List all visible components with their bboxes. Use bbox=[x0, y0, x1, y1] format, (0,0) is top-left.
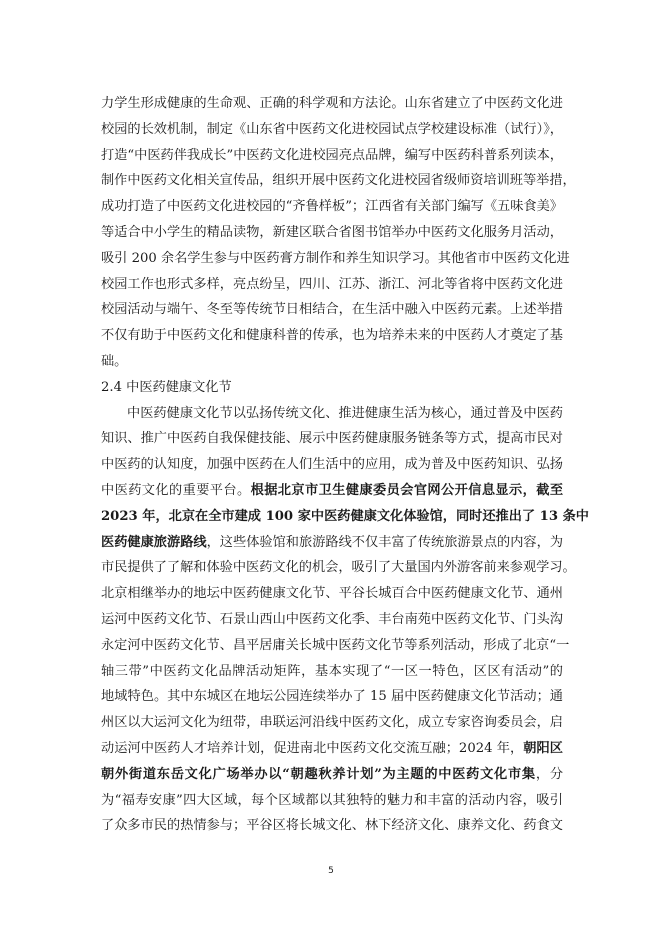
text-segment: 校园活动与端午、冬至等传统节日相结合，在生活中融入中医药元素。上述举措 bbox=[101, 302, 563, 318]
text-segment: 了众多市民的热情参与；平谷区将长城文化、林下经济文化、康养文化、药食文 bbox=[101, 818, 563, 834]
text-line bbox=[101, 349, 563, 375]
text-line bbox=[101, 117, 563, 143]
text-line bbox=[101, 220, 563, 246]
text-line bbox=[101, 684, 563, 710]
text-segment: 吸引 200 余名学生参与中医药膏方制作和养生知识学习。其他省市中医药文化进 bbox=[101, 250, 570, 266]
text-line bbox=[101, 91, 563, 117]
text-line bbox=[101, 297, 563, 323]
text-line bbox=[101, 530, 563, 556]
page-number: 5 bbox=[328, 866, 334, 876]
text-segment: 制作中医药文化相关宣传品，组织开展中医药文化进校园省级师资培训班等举措， bbox=[101, 173, 576, 189]
text-segment: 永定河中医药文化节、昌平居庸关长城中医药文化节等系列活动，形成了北京“一 bbox=[101, 637, 570, 653]
text-segment: ，这些体验馆和旅游路线不仅丰富了传统旅游景点的内容，为 bbox=[206, 534, 564, 550]
text-line bbox=[101, 581, 563, 607]
text-line bbox=[101, 504, 589, 530]
text-segment: 力学生形成健康的生命观、正确的科学观和方法论。山东省建立了中医药文化进 bbox=[101, 96, 563, 111]
text-segment: 知识、推广中医药自我保健技能、展示中医药健康服务链条等方式，提高市民对 bbox=[101, 431, 563, 447]
text-segment: 等适合中小学生的精品读物，新建区联合省图书馆举办中医药文化服务月活动， bbox=[101, 224, 563, 240]
text-segment: 校园工作也形式多样，亮点纷呈，四川、江苏、浙江、河北等省将中医药文化进 bbox=[101, 276, 563, 292]
text-segment: 州区以大运河文化为纽带，串联运河沿线中医药文化，成立专家咨询委员会，启 bbox=[101, 715, 563, 731]
text-segment: 北京相继举办的地坛中医药健康文化节、平谷长城百合中医药健康文化节、通州 bbox=[101, 586, 563, 602]
text-segment: 不仅有助于中医药文化和健康科普的传承，也为培养未来的中医药人才奠定了基 bbox=[101, 328, 563, 344]
text-line bbox=[101, 194, 563, 220]
section-heading bbox=[101, 375, 563, 401]
text-line bbox=[101, 426, 563, 452]
text-line bbox=[101, 272, 563, 298]
text-line bbox=[101, 607, 563, 633]
text-line bbox=[101, 736, 563, 762]
text-line bbox=[101, 659, 563, 685]
text-segment: 轴三带”中医药文化品牌活动矩阵，基本实现了“一区一特色，区区有活动”的 bbox=[101, 663, 563, 679]
text-segment: 运河中医药文化节、石景山西山中医药文化季、丰台南苑中医药文化节、门头沟 bbox=[101, 611, 563, 627]
bold-text: 根据北京市卫生健康委员会官网公开信息显示，截至 bbox=[250, 482, 564, 498]
bold-text: 2023 年，北京在全市建成 100 家中医药健康文化体验馆，同时还推出了 13 条中 bbox=[101, 508, 589, 524]
text-line bbox=[101, 168, 576, 194]
text-line bbox=[101, 555, 576, 581]
text-line bbox=[101, 813, 563, 839]
text-segment: 打造“中医药伴我成长”中医药文化进校园亮点品牌，编写中医药科普系列读本， bbox=[101, 147, 563, 163]
text-segment: 中医药文化的重要平台。 bbox=[101, 482, 251, 498]
bold-text: 医药健康旅游路线 bbox=[101, 534, 207, 550]
text-segment: 础。 bbox=[101, 353, 128, 369]
text-segment: 动运河中医药人才培养计划，促进南北中医药文化交流互融；2024 年， bbox=[101, 740, 524, 756]
text-segment: 地域特色。其中东城区在地坛公园连续举办了 15 届中医药健康文化节活动；通 bbox=[101, 689, 563, 705]
text-segment: 校园的长效机制，制定《山东省中医药文化进校园试点学校建设标准（试行）》， bbox=[101, 121, 563, 137]
text-segment: 2.4 中医药健康文化节 bbox=[101, 379, 232, 395]
bold-text: 朝阳区 bbox=[523, 740, 563, 756]
document-body bbox=[101, 91, 589, 839]
text-line bbox=[101, 143, 563, 169]
text-line bbox=[101, 633, 570, 659]
text-line bbox=[101, 323, 563, 349]
text-segment: 中医药的认知度，加强中医药在人们生活中的应用，成为普及中医药知识、弘扬 bbox=[101, 457, 563, 473]
text-line bbox=[101, 788, 563, 814]
text-line bbox=[101, 710, 563, 736]
text-line bbox=[101, 478, 563, 504]
bold-text: 朝外街道东岳文化广场举办以“朝趣秋养计划”为主题的中医药文化市集 bbox=[101, 766, 536, 782]
text-line bbox=[101, 762, 563, 788]
text-line bbox=[101, 246, 570, 272]
text-segment: 为“福寿安康”四大区域，每个区域都以其独特的魅力和丰富的活动内容，吸引 bbox=[101, 792, 563, 808]
text-segment: 中医药健康文化节以弘扬传统文化、推进健康生活为核心，通过普及中医药 bbox=[127, 405, 563, 421]
text-line bbox=[101, 401, 563, 427]
text-segment: ，分 bbox=[535, 766, 564, 782]
text-line bbox=[101, 452, 563, 478]
text-segment: 成功打造了中医药文化进校园的“齐鲁样板”；江西省有关部门编写《五味食美》 bbox=[101, 199, 563, 215]
text-segment: 市民提供了了解和体验中医药文化的机会，吸引了大量国内外游客前来参观学习。 bbox=[101, 560, 576, 576]
